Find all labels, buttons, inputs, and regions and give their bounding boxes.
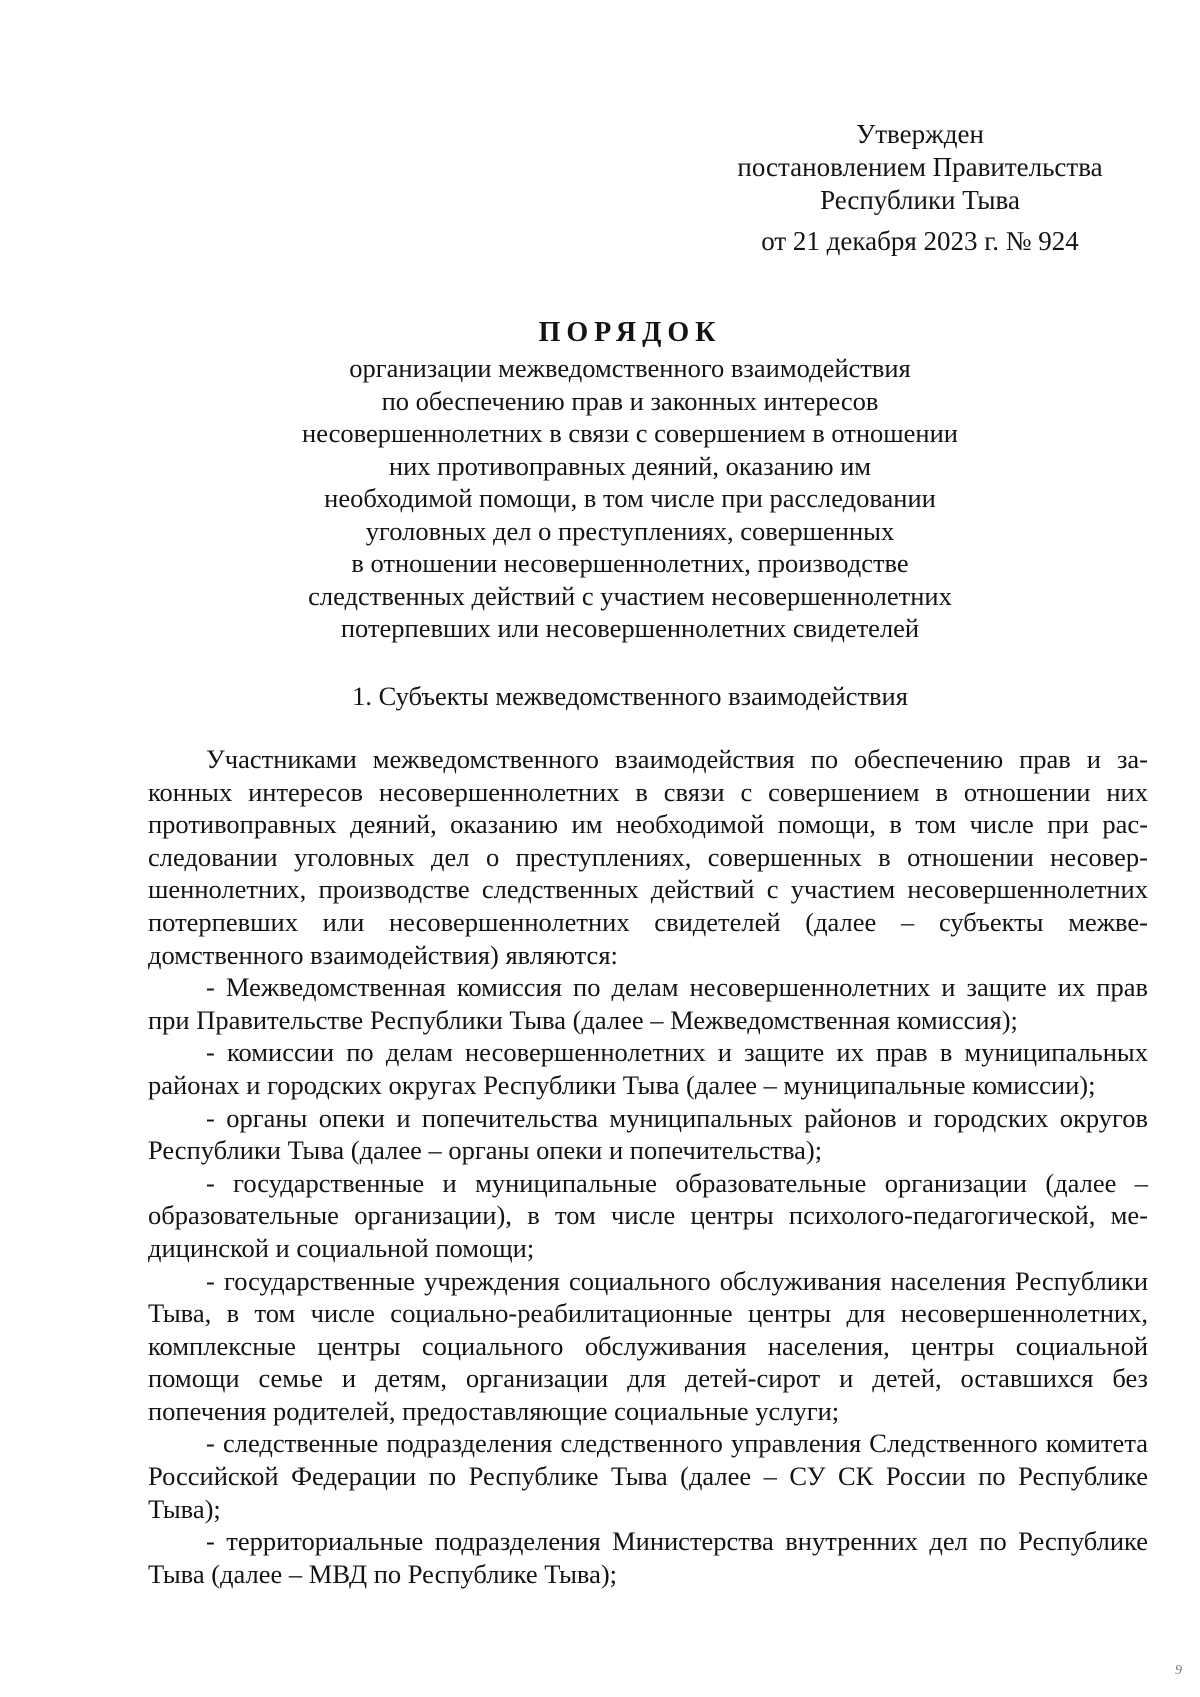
list-item: - государственные учреждения социального обслуживания населения Республики Тыва, в том числе социально-реабилитационные центры для несовершеннолетних, комплексные центры социального обслуживания населения, центры социальной помощи семье и детям, организации для детей-сирот и детей, оставшихся без попечения родителей, предоставляющие социальные услуги; bbox=[148, 1265, 1148, 1426]
document-title: ПОРЯДОК bbox=[538, 317, 722, 348]
subtitle-line: в отношении несовершеннолетних, производстве bbox=[351, 548, 909, 578]
subtitle-line: следственных действий с участием несовершеннолетних bbox=[308, 580, 952, 611]
subtitle-line: уголовных дел о преступлениях, совершенных bbox=[365, 515, 895, 546]
subtitle-line: необходимой помощи, в том числе при расследовании bbox=[324, 483, 936, 513]
approval-line-approved: Утвержден bbox=[856, 119, 984, 149]
title-block bbox=[240, 316, 1020, 645]
document-subtitle bbox=[240, 352, 1020, 645]
subtitle-line: потерпевших или несовершеннолетних свидетелей bbox=[340, 613, 920, 643]
subtitle-line: несовершеннолетних в связи с совершением в отношении bbox=[302, 418, 958, 448]
approval-stamp bbox=[690, 118, 1150, 258]
page-corner-mark: 9 bbox=[1175, 1663, 1182, 1678]
list-item: - государственные и муниципальные образовательные организации (далее – образовательные организации), в том числе центры психолого-педагогической, медицинской и социальной помощи; bbox=[148, 1167, 1148, 1263]
list-item: - Межведомственная комиссия по делам несовершеннолетних и защите их прав при Правительстве Республики Тыва (далее – Межведомственная комиссия); bbox=[148, 972, 1148, 1035]
subtitle-line: по обеспечению прав и законных интересов bbox=[381, 385, 879, 416]
section-heading: 1. Субъекты межведомственного взаимодействия bbox=[352, 681, 908, 711]
list-item: - следственные подразделения следственного управления Следственного комитета Российской Федерации по Республике Тыва (далее – СУ СК России по Республике Тыва); bbox=[148, 1428, 1148, 1524]
intro-paragraph: Участниками межведомственного взаимодействия по обеспечению прав и законных интересов несовершеннолетних в связи с совершением в отношении них противоправных деяний, оказанию им необходимой помощи, в том числе при расследовании уголовных дел о преступлениях, совершенных в отношении несовершеннолетних, производстве следственных действий с участием несовершеннолетних потерпевших или несовершеннолетних свидетелей (далее – субъекты межведомственного взаимодействия) являются: bbox=[148, 744, 1148, 970]
approval-line-resolution: постановлением Правительства bbox=[737, 152, 1103, 182]
subtitle-line: них противоправных деяний, оказанию им bbox=[388, 450, 872, 481]
subtitle-line: организации межведомственного взаимодействия bbox=[349, 353, 911, 383]
approval-line-republic: Республики Тыва bbox=[820, 185, 1020, 215]
list-item: - комиссии по делам несовершеннолетних и защите их прав в муниципальных районах и городских округах Республики Тыва (далее – муниципальные комиссии); bbox=[148, 1037, 1148, 1100]
list-item: - территориальные подразделения Министерства внутренних дел по Республике Тыва (далее – МВД по Республике Тыва); bbox=[148, 1526, 1148, 1589]
approval-line-date: от 21 декабря 2023 г. № 924 bbox=[761, 226, 1079, 256]
list-item: - органы опеки и попечительства муниципальных районов и городских округов Республики Тыва (далее – органы опеки и попечительства); bbox=[148, 1102, 1148, 1166]
body-text bbox=[148, 743, 1148, 1590]
